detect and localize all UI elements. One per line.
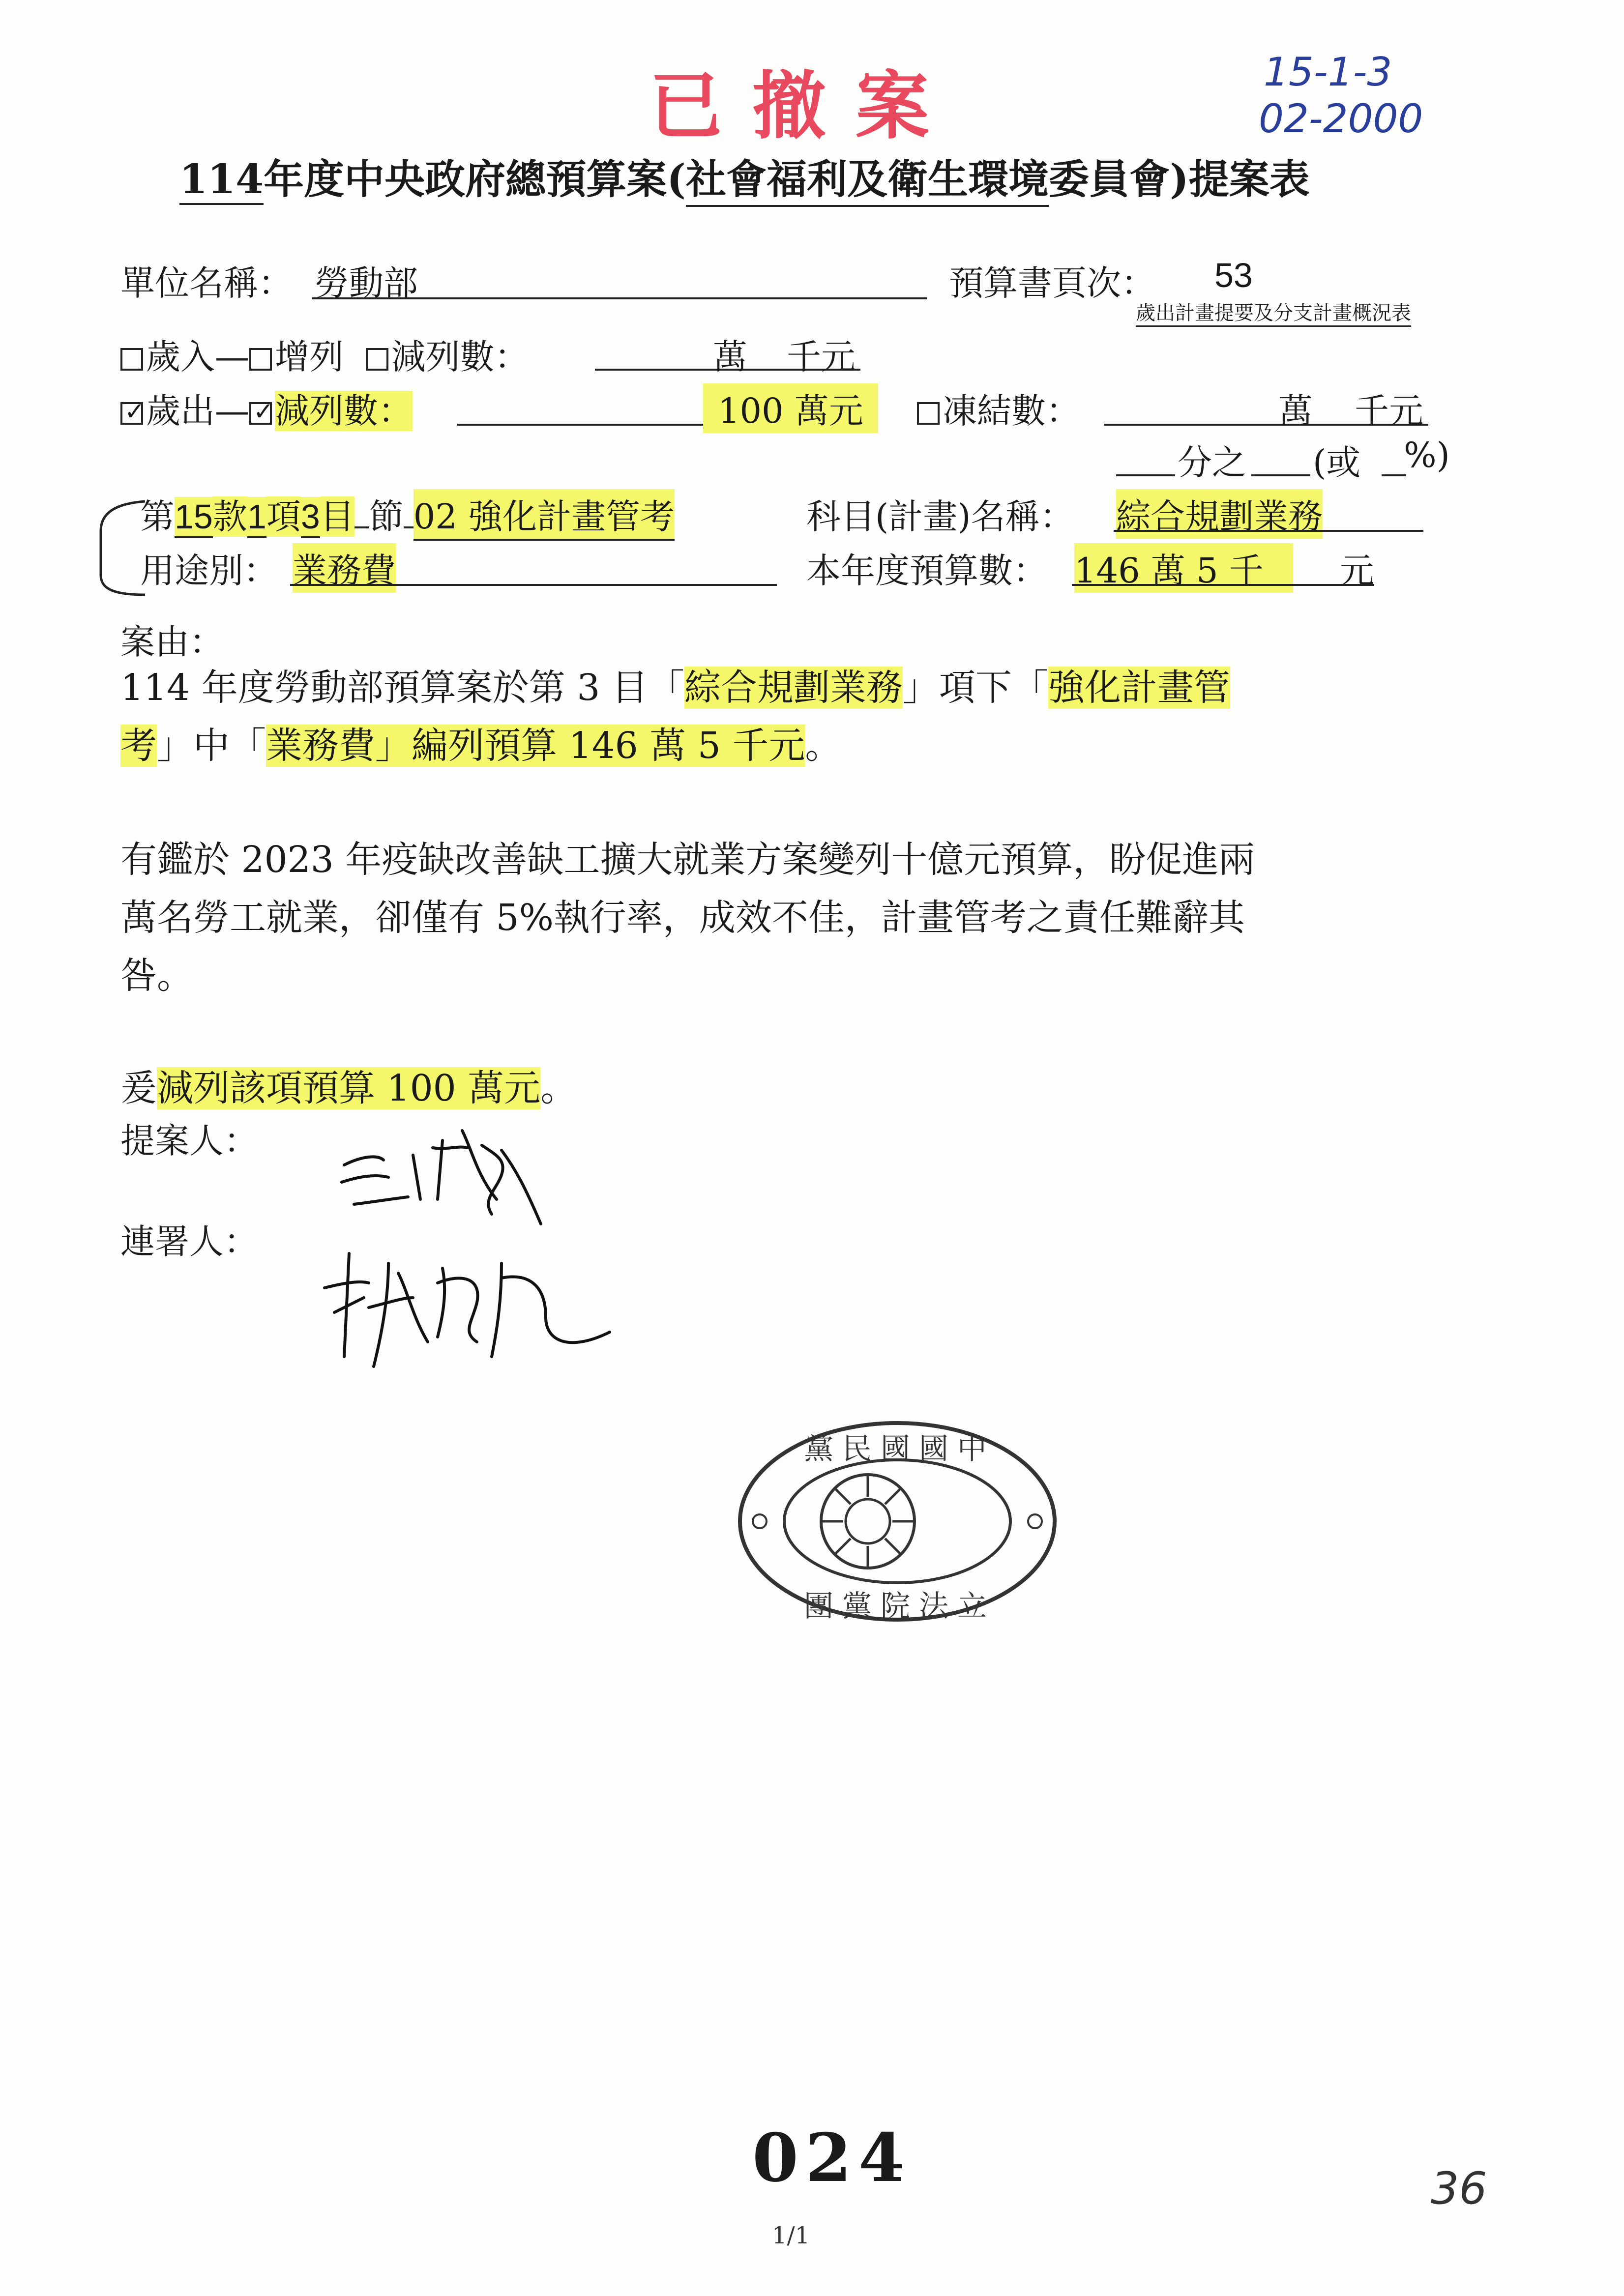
expense-decrease-checkbox[interactable] [249,402,272,425]
revenue-label: 歲入— [146,337,249,377]
seal-bottom-text: 團黨院法立 [804,1589,996,1624]
mu-unit: 目 [320,496,354,537]
reason-p1-i: 。 [805,725,842,767]
proposer-signature [334,1101,590,1229]
subject-value: 綜合規劃業務 [1116,489,1323,539]
reason-paragraph-1-line-2 [120,717,841,775]
reason-p1-f: 」中「 [157,725,266,767]
freeze-label: 凍結數： [943,391,1080,431]
revenue-unit-qian: 千元 [787,337,856,377]
increase-checkbox[interactable] [249,348,272,371]
expense-row [120,383,413,433]
handwritten-ref-1: 15-1-3 [1264,49,1392,95]
xiang-unit: 項 [266,496,301,537]
withdrawn-stamp: 已撤案 [649,63,959,149]
title-year: 114 [179,156,264,205]
fraction-b: (或 [1313,442,1361,483]
reason-p1-a: 114 年度勞動部預算案於第 3 目「 [120,667,684,709]
budget-row-1 [140,489,675,541]
page-count: 1/1 [772,2222,810,2249]
freeze-row [917,383,1080,433]
title-post: 委員會)提案表 [1049,156,1310,203]
plan-value: 02 強化計畫管考 [413,489,675,541]
unit-label: 單位名稱： [120,263,293,303]
expense-decrease-label: 減列數： [275,391,413,431]
freeze-unit-wan: 萬 [1278,391,1313,431]
amount-value: 146 萬 5 千 [1074,543,1293,593]
seal-top-text: 黨民國國中 [804,1432,996,1466]
use-value: 業務費 [293,543,396,593]
corner-note: 36 [1431,2163,1487,2214]
reason-p1-h: 」編列預算 146 萬 5 千元 [375,725,805,767]
reason-p1-g: 業務費 [266,725,375,767]
revenue-row [120,329,529,379]
reason-label: 案由： [120,622,224,662]
kuan-value: 15 [175,497,213,538]
revenue-checkbox[interactable] [120,348,143,371]
reason-p1-e: 考 [120,725,157,767]
reason-p1-c: 」項下「 [902,667,1048,709]
fraction-a: 分之 [1178,442,1246,483]
cosigner-signature [315,1234,634,1381]
increase-label: 增列 [275,337,344,377]
amount-label: 本年度預算數： [806,551,1047,591]
reason-p3-b: 減列該項預算 100 萬元 [157,1067,541,1109]
expense-label: 歲出— [146,391,249,431]
freeze-unit-qian: 千元 [1355,391,1423,431]
fraction-c: %) [1404,435,1450,475]
reason-p3-a: 爰 [120,1067,157,1109]
page-ref-value: 53 [1214,256,1253,294]
page-number: 024 [752,2119,912,2197]
reason-paragraph-2-line-2: 萬名勞工就業，卻僅有 5%執行率，成效不佳，計畫管考之責任難辭其 [120,897,1245,939]
revenue-decrease-checkbox[interactable] [366,348,388,371]
reason-paragraph-2-line-1: 有鑑於 2023 年疫缺改善缺工擴大就業方案變列十億元預算，盼促進兩 [120,839,1255,881]
expense-amount: 100 萬元 [703,383,878,433]
page-ref-label: 預算書頁次： [949,263,1155,303]
expense-checkbox[interactable] [120,402,143,425]
use-label: 用途別： [140,551,278,591]
jie-unit: 節 [369,496,404,537]
page-title [179,147,1310,207]
title-pre: 年度中央政府總預算案( [264,156,686,203]
proposer-label: 提案人： [120,1121,258,1161]
title-committee: 社會福利及衛生環境 [686,147,1049,207]
kuan-unit: 款 [212,496,247,537]
reason-p1-b: 綜合規劃業務 [684,667,903,709]
revenue-decrease-label: 減列數： [391,337,529,377]
reason-paragraph-1-line-1 [120,659,1230,717]
cosigner-label: 連署人： [120,1221,258,1262]
page-ref-note: 歲出計畫提要及分支計畫概況表 [1136,297,1411,327]
mu-value: 3 [301,497,320,538]
kuan-label: 第 [140,496,175,537]
amount-unit: 元 [1340,551,1374,591]
xiang-value: 1 [247,497,266,538]
unit-value: 勞動部 [315,263,418,303]
reason-p1-d: 強化計畫管 [1048,667,1230,709]
reason-paragraph-2-line-3: 咎。 [120,955,193,997]
handwritten-ref-2: 02-2000 [1259,96,1423,142]
reason-p3-c: 。 [540,1067,577,1109]
subject-label: 科目(計畫)名稱： [806,496,1074,537]
party-seal [730,1411,1064,1637]
freeze-checkbox[interactable] [917,402,940,425]
revenue-unit-wan: 萬 [713,337,747,377]
